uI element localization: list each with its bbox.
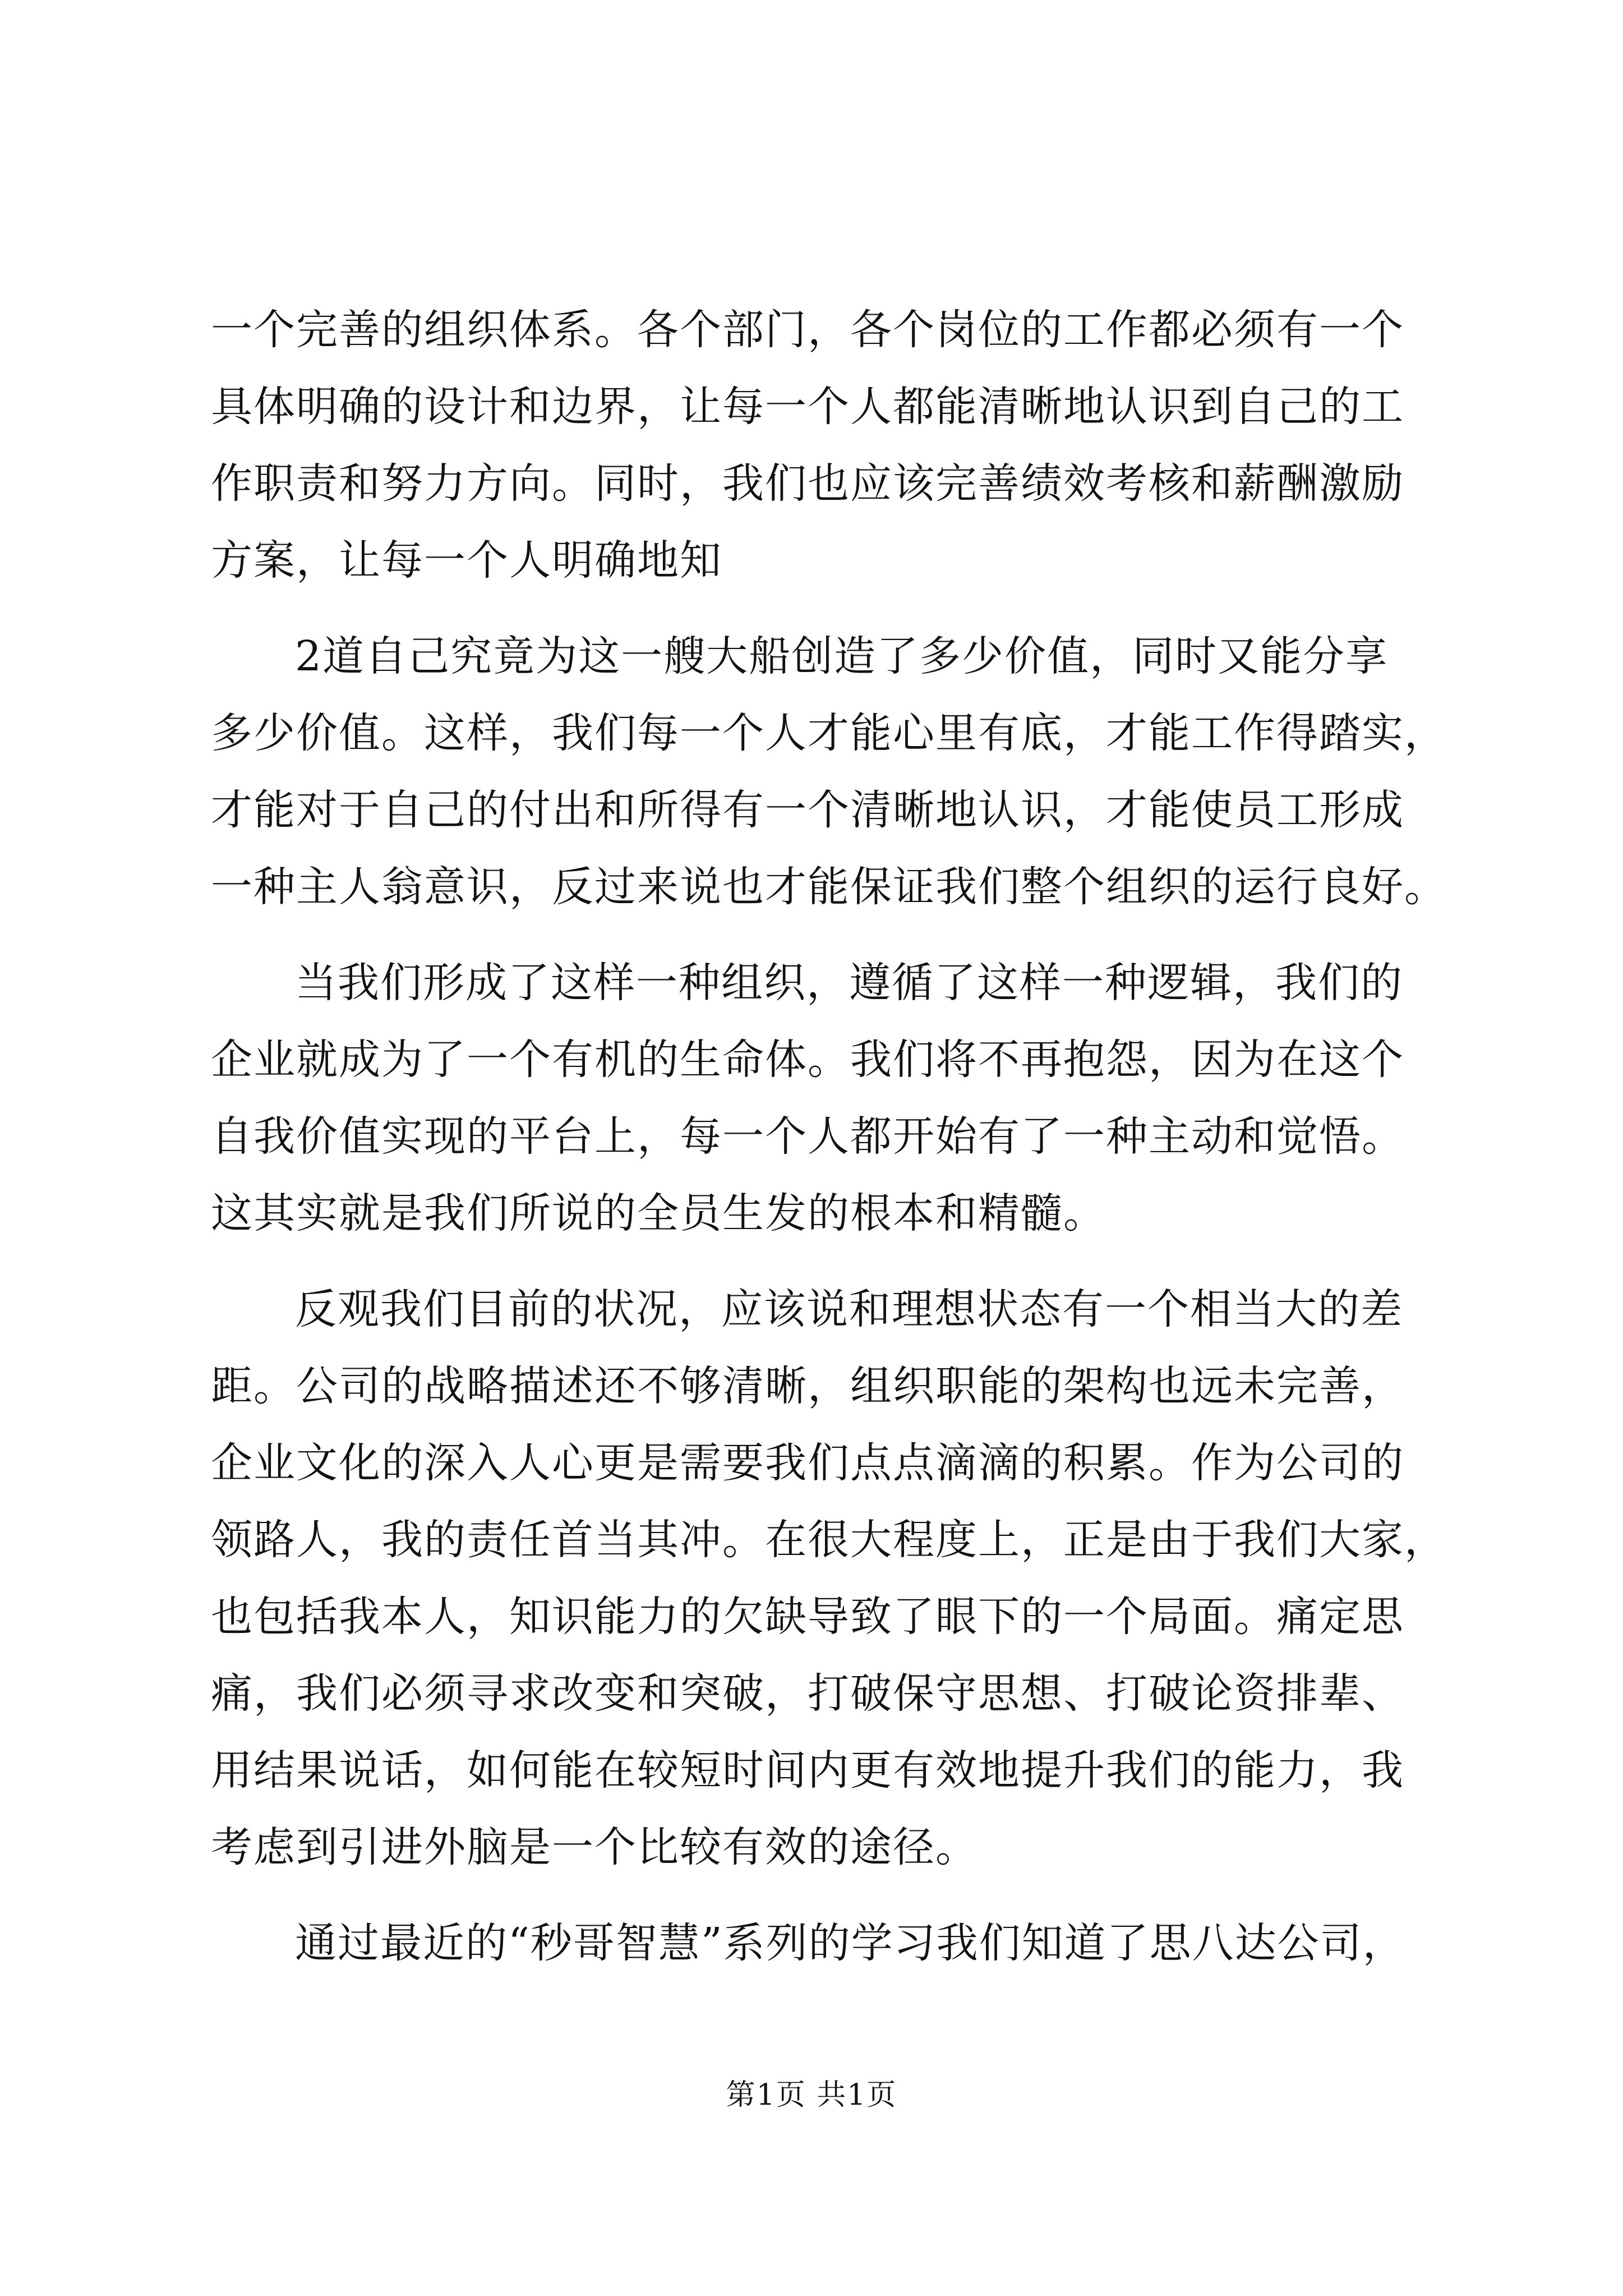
text-line: 距。公司的战略描述还不够清晰，组织职能的架构也远未完善，: [211, 1362, 1404, 1410]
text-line: 也包括我本人，知识能力的欠缺导致了眼下的一个局面。痛定思: [211, 1593, 1404, 1641]
text-line: 用结果说话，如何能在较短时间内更有效地提升我们的能力，我: [211, 1746, 1404, 1795]
page-number-label: 第1页 共1页: [726, 2078, 897, 2112]
text-line: 自我价值实现的平台上，每一个人都开始有了一种主动和觉悟。: [211, 1112, 1404, 1161]
page-footer: [0, 2078, 1623, 2112]
text-line: 领路人，我的责任首当其冲。在很大程度上，正是由于我们大家，: [211, 1516, 1447, 1564]
text-line: 一个完善的组织体系。各个部门，各个岗位的工作都必须有一个: [211, 306, 1404, 354]
paragraph-5: [211, 1905, 1417, 1982]
text-line: 多少价值。这样，我们每一个人才能心里有底，才能工作得踏实，: [211, 709, 1447, 757]
paragraph-4: [211, 1271, 1447, 1886]
document-body: [211, 292, 1447, 1982]
text-line: 企业就成为了一个有机的生命体。我们将不再抱怨，因为在这个: [211, 1036, 1404, 1084]
text-line: 具体明确的设计和边界，让每一个人都能清晰地认识到自己的工: [211, 383, 1404, 431]
text-line: 2道自己究竟为这一艘大船创造了多少价值，同时又能分享: [295, 632, 1389, 680]
paragraph-2: [211, 618, 1447, 926]
text-line: 反观我们目前的状况，应该说和理想状态有一个相当大的差: [295, 1285, 1403, 1333]
text-line: 当我们形成了这样一种组织，遵循了这样一种逻辑，我们的: [295, 959, 1403, 1007]
text-line: 才能对于自己的付出和所得有一个清晰地认识，才能使员工形成: [211, 786, 1404, 834]
text-line: 企业文化的深入人心更是需要我们点点滴滴的积累。作为公司的: [211, 1439, 1404, 1487]
text-line: 作职责和努力方向。同时，我们也应该完善绩效考核和薪酬激励: [211, 459, 1404, 508]
text-line: 方案，让每一个人明确地知: [211, 536, 722, 585]
text-line: 通过最近的“秒哥智慧”系列的学习我们知道了思八达公司，: [295, 1919, 1405, 1967]
paragraph-3: [211, 945, 1417, 1252]
text-line: 一种主人翁意识，反过来说也才能保证我们整个组织的运行良好。: [211, 863, 1447, 911]
paragraph-1: [211, 292, 1417, 599]
text-line: 这其实就是我们所说的全员生发的根本和精髓。: [211, 1189, 1106, 1237]
text-line: 考虑到引进外脑是一个比较有效的途径。: [211, 1823, 978, 1871]
text-line: 痛，我们必须寻求改变和突破，打破保守思想、打破论资排辈、: [211, 1669, 1404, 1718]
